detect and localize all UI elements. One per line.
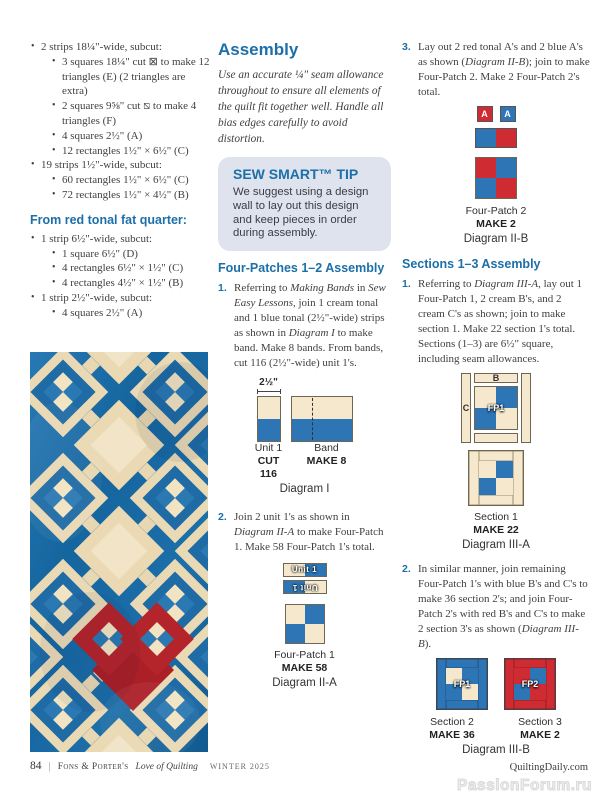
list-item: • 60 rectangles 1½" × 6½" (C) xyxy=(51,173,210,188)
diagram-iii-a xyxy=(402,373,590,553)
list-item: • 2 strips 18¼"-wide, subcut: xyxy=(30,40,210,55)
list-item: • 1 strip 6½"-wide, subcut: xyxy=(30,232,210,247)
footer-left xyxy=(30,760,270,772)
list-item: • 2 squares 9⅝" cut ⧅ to make 4 triangles (F) xyxy=(51,99,210,129)
diagram-caption: Diagram III-B xyxy=(462,744,530,756)
step-1 xyxy=(218,281,391,371)
joined-pair-swatch xyxy=(475,128,517,148)
magazine-title: Love of Quilting xyxy=(135,762,198,772)
diagram-caption: Diagram I xyxy=(279,483,330,496)
step-number: 2. xyxy=(218,511,227,524)
issue-season: WINTER 2025 xyxy=(209,762,270,771)
red-fat-quarter-list xyxy=(30,232,210,321)
unit-1-bar-rotated: Unit 1 xyxy=(283,580,327,594)
step-text: Lay out 2 red tonal A's and 2 blue A's as shown (Diagram II-B); join to make Four-Patch 2. Make 2 Four-Patch 2's total. xyxy=(418,41,590,98)
list-item: • 4 squares 2½" (A) xyxy=(51,306,210,321)
sections-heading: Sections 1–3 Assembly xyxy=(402,257,541,271)
diagram-ii-a xyxy=(218,563,391,691)
diagram-ii-b xyxy=(402,106,590,247)
middle-column xyxy=(218,40,391,691)
step-number: 1. xyxy=(218,282,227,295)
step-number: 1. xyxy=(402,278,411,290)
step-text: Join 2 unit 1's as shown in Diagram II-A to make Four-Patch 1. Make 58 Four-Patch 1's total. xyxy=(234,511,384,554)
diagram-i xyxy=(218,377,391,497)
list-item: • 1 strip 2½"-wide, subcut: xyxy=(30,291,210,306)
website-url: QuiltingDaily.com xyxy=(509,762,588,773)
list-item: • 4 squares 2½" (A) xyxy=(51,129,210,144)
c-strip xyxy=(521,373,531,443)
a-square-blue: A xyxy=(500,106,516,122)
four-patch-2-label: Four-Patch 2 xyxy=(465,205,527,217)
four-patch-2-swatch xyxy=(475,157,517,199)
tip-body: We suggest using a design wall to lay out this design and keep pieces in order during assembly. xyxy=(233,186,369,240)
make-count: MAKE 2 xyxy=(476,218,516,230)
tip-title: SEW SMART™ TIP xyxy=(233,166,359,182)
c-strip: C xyxy=(461,373,471,443)
unit-1-label: Unit 1 xyxy=(254,442,283,455)
b-strip: B xyxy=(474,373,518,383)
step-3 xyxy=(402,40,590,100)
dimension-line xyxy=(257,389,281,394)
unit-1-bar: Unit 1 xyxy=(283,563,327,577)
section-3-swatch: FP2 xyxy=(504,658,556,710)
sections-step-2 xyxy=(402,562,590,652)
page-number: 84 xyxy=(30,760,42,772)
list-item: • 72 rectangles 1½" × 4½" (B) xyxy=(51,188,210,203)
diagram-caption: Diagram II-B xyxy=(463,233,529,245)
section-2-label: Section 2 xyxy=(430,716,474,728)
unit-1-swatch xyxy=(257,396,281,442)
make-count: MAKE 22 xyxy=(473,524,519,536)
list-item: • 1 square 6½" (D) xyxy=(51,247,210,262)
a-square-red: A xyxy=(477,106,493,122)
section-1-exploded xyxy=(461,373,531,443)
b-strip xyxy=(474,433,518,443)
list-item: • 12 rectangles 1½" × 6½" (C) xyxy=(51,144,210,159)
left-column xyxy=(30,40,210,321)
publisher-name: Fons & Porter's xyxy=(57,762,129,772)
section-1-label: Section 1 xyxy=(474,511,518,523)
step-number: 2. xyxy=(402,563,411,575)
list-item: • 3 squares 18¼" cut ⊠ to make 12 triangles (E) (2 triangles are extra) xyxy=(51,55,210,99)
quilt-photo xyxy=(30,352,208,752)
section-3-label: Section 3 xyxy=(518,716,562,728)
band-label: Band xyxy=(314,442,339,455)
make-count: MAKE 2 xyxy=(520,729,560,741)
section-2-swatch: FP1 xyxy=(436,658,488,710)
cut-line xyxy=(312,398,313,440)
step-2 xyxy=(218,510,391,555)
four-patch-1-swatch xyxy=(285,604,325,644)
list-item: • 19 strips 1½"-wide, subcut: xyxy=(30,158,210,173)
step-text: Referring to Diagram III-A, lay out 1 Four-Patch 1, 2 cream B's, and 2 cream C's as shown; join to make section 1. Make 22 section 1's total. Sections (1–3) are 6½" square, including seam allowances. xyxy=(418,278,583,365)
four-patch-1-center: FP1 xyxy=(474,386,518,430)
make-count: MAKE 36 xyxy=(429,729,475,741)
right-column xyxy=(402,40,590,758)
step-text: Referring to Making Bands in Sew Easy Lessons, join 1 cream tonal and 1 blue tonal (2½"-wide) strips as shown in Diagram I to make band. Make 8 bands. From bands, cut 116 (2½"-wide) unit 1's. xyxy=(234,282,386,370)
diagram-caption: Diagram III-A xyxy=(462,539,530,551)
make-count: MAKE 8 xyxy=(306,455,347,468)
step-number: 3. xyxy=(402,41,411,53)
red-fat-quarter-heading: From red tonal fat quarter: xyxy=(30,212,187,227)
footer-divider: | xyxy=(48,760,51,772)
four-patch-1-label: Four-Patch 1 xyxy=(274,649,335,662)
list-item: • 4 rectangles 6½" × 1½" (C) xyxy=(51,261,210,276)
section-1-assembled xyxy=(468,450,524,506)
watermark: PassionForum.ru xyxy=(457,777,592,794)
step-text: In similar manner, join remaining Four-Patch 1's with blue B's and C's to make 36 section 2's; and join Four-Patch 2's with red B's and C's to make 2 section 3's as shown (Diagram III-B). xyxy=(418,563,588,650)
diagram-caption: Diagram II-A xyxy=(272,677,337,690)
cut-count: CUT 116 xyxy=(257,455,280,481)
assembly-intro: Use an accurate ¼" seam allowance throughout to ensure all elements of the quilt fit together well. Handle all bias edges carefully to avoid distortion. xyxy=(218,69,384,145)
dimension-label: 2½" xyxy=(259,377,278,389)
sections-step-1 xyxy=(402,277,590,367)
cutting-list xyxy=(30,40,210,203)
sew-smart-tip-box xyxy=(218,157,391,251)
four-patches-heading: Four-Patches 1–2 Assembly xyxy=(218,261,385,276)
band-swatch xyxy=(291,396,353,442)
assembly-heading: Assembly xyxy=(218,40,299,59)
diagram-iii-b xyxy=(402,658,590,758)
make-count: MAKE 58 xyxy=(281,662,328,675)
list-item: • 4 rectangles 4½" × 1½" (B) xyxy=(51,276,210,291)
